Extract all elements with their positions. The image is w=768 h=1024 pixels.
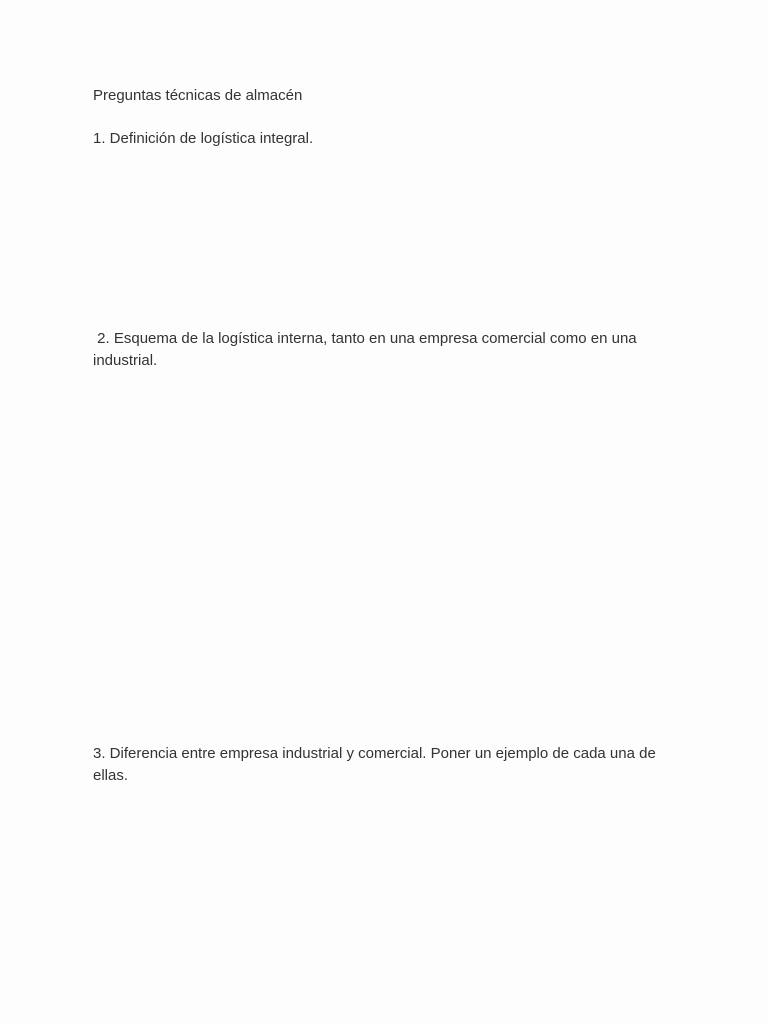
document-title: Preguntas técnicas de almacén <box>93 87 303 104</box>
question-1: 1. Definición de logística integral. <box>93 130 314 147</box>
question-2: 2. Esquema de la logística interna, tanto en una empresa comercial como en una industrial. <box>93 330 641 369</box>
question-3: 3. Diferencia entre empresa industrial y comercial. Poner un ejemplo de cada una de ellas. <box>93 745 656 784</box>
